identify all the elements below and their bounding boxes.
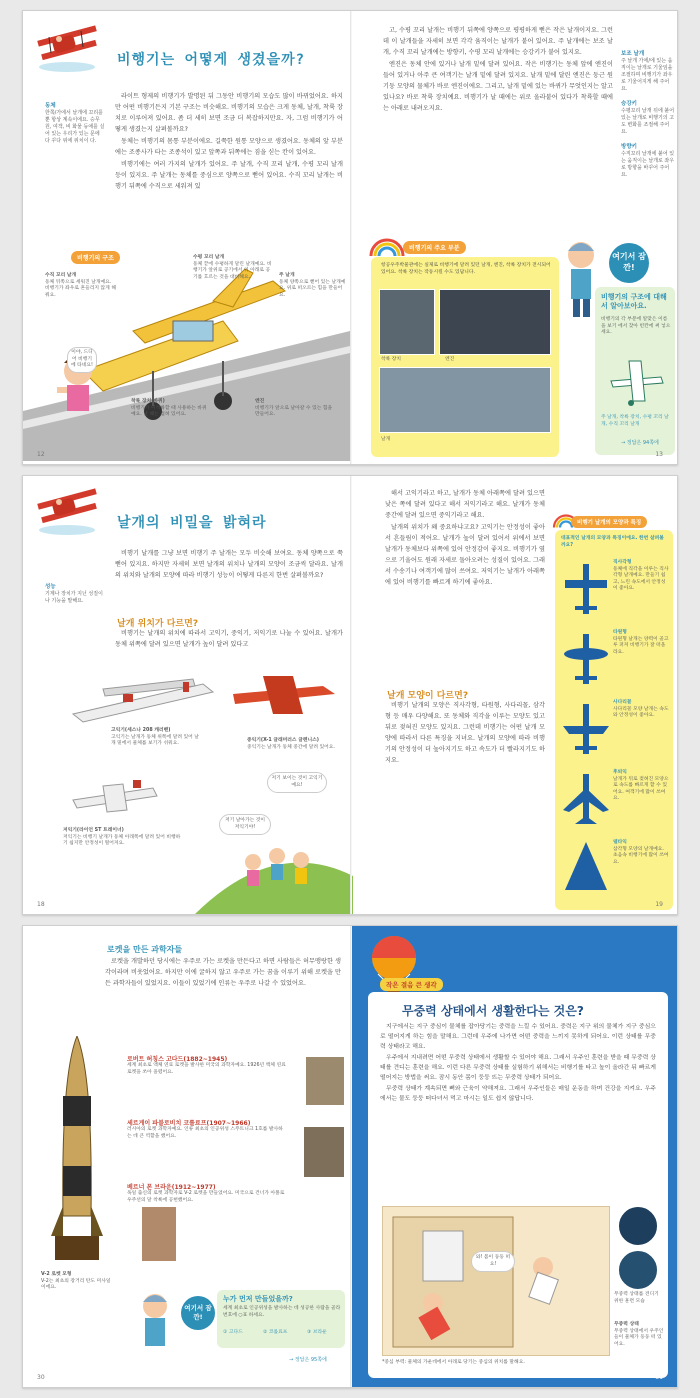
caption-text: 고익기는 날개가 동체 위쪽에 달려 있어 날개 밑에서 물체를 보기가 쉬워요. — [111, 734, 199, 746]
caption-high-wing — [111, 728, 201, 748]
spread-wing-secrets — [22, 475, 678, 915]
caption-mid-wing — [247, 738, 337, 751]
quiz-options: 주 날개, 착륙 장치, 수평 꼬리 날개, 수직 꼬리 날개 — [601, 415, 669, 427]
sidebar-glossary — [621, 51, 675, 179]
page-number-right: 13 — [655, 451, 663, 458]
rainbow-icon — [367, 236, 407, 256]
wing-silhouettes — [561, 558, 611, 898]
illustration-caption — [614, 1322, 664, 1348]
sidebar-note-head: 성능 — [45, 584, 56, 590]
answer-link[interactable]: → 정답은 94쪽에 — [621, 440, 659, 446]
wing-shapes-box — [555, 530, 673, 910]
page-number-left: 18 — [37, 901, 45, 908]
caption-head: 고익기(세스나 208 캐러밴) — [111, 728, 171, 733]
page-number-right: 19 — [655, 901, 663, 908]
shape-text: 삼각형 모양의 날개예요. 초음속 비행기에 많이 쓰여요. — [613, 846, 669, 865]
quiz-badge: 여기서 잠깐! — [181, 1296, 215, 1330]
paragraph: 무중력 상태가 계속되면 뼈와 근육이 약해져요. 그래서 우주인들은 매일 운동을 하며 건강을 지켜요. 우주에서는 물도 둥둥 떠다녀서 먹고 마시는 일도 쉽지 않답니다. — [380, 1086, 656, 1102]
paragraph: 동체는 비행기의 몸통 부분이에요. 길쭉한 원통 모양으로 생겼어요. 동체의 앞 부분에는 조종사가 타는 조종석이 있고 앞쪽과 뒤쪽에는 짐을 싣는 칸이 있어요. — [115, 138, 343, 156]
astronaut-cabin-drawing — [383, 1207, 611, 1357]
glossary-head: 방향키 — [621, 144, 637, 150]
paragraph: 날개의 위치가 왜 중요하냐고요? 고익기는 안정성이 좋아서 흔들림이 적어요. 날개가 높이 달려 있어서 위에서 보면 날개가 동체보다 위쪽에 있어 안정감이 좋지요. 비행기가 옆으로 기울어도 원래 자세로 돌아오려는 성질이 있어요. 그래서 수송기나 여객기에 많이 쓰여요. 저익기는 날개가 아래쪽에 있어 비행기를 빠르게 하기에 좋아요. — [385, 524, 545, 586]
sidebar-note-text: 기계나 장치가 지닌 성질이나 기능을 말해요. — [45, 591, 103, 604]
glossary-text: 수평꼬리 날개 뒤에 붙어 있는 날개로 비행기의 고도 변화를 조절해 주어요. — [621, 108, 675, 135]
label-text: 동체 끝에 수평하게 달린 날개예요. 비행기가 앞위로 공기에서 위 아래로 공기를 흐르는 것을 대비해요. — [193, 261, 272, 280]
museum-text: 항공우주박물관에는 실제로 비행기에 달려 있던 날개, 엔진, 착륙 장치가 전시되어 있어요. 착륙 장치는 작동시킬 수도 있답니다. — [381, 263, 551, 275]
quiz-question: 누가 먼저 만들었을까? — [223, 1295, 293, 1303]
scientist-name: 베르너 폰 브라운(1912~1977) — [127, 1184, 216, 1191]
shape-head: 타원형 — [613, 630, 627, 635]
training-photo — [618, 1206, 658, 1246]
gutter — [350, 476, 352, 914]
scientist-text: 세계 최초로 액체 연료 로켓을 발사한 미국의 과학자예요. 1926년 액체 연료 로켓을 쏘아 올렸어요. — [127, 1063, 286, 1075]
caption-text: 저익기는 비행기 날개가 동체 아래쪽에 달려 있어 비행하기 쉽지만 안정성이 떨어져요. — [63, 834, 181, 846]
photo-landing-gear — [379, 289, 435, 355]
label-horizontal-tail — [193, 255, 273, 281]
paragraph: 비행기 날개를 그냥 보면 비행기 주 날개는 모두 비슷해 보여요. 동체 양쪽으로 쭉 뻗어 있지요. 하지만 자세히 보면 날개의 위치나 날개의 모양이 조금씩 달라요. 날개의 위치와 날개의 모양에 따라 비행기 성능이 어떻게 다른지 한번 살펴볼까요? — [115, 550, 343, 579]
label-head: 엔진 — [255, 399, 265, 404]
shape-text: 타원형 날개는 양력이 골고루 퍼져 비행기가 잘 떠올라요. — [613, 636, 669, 655]
paragraph: 해서 고익기라고 하고, 날개가 동체 아래쪽에 달려 있으면 낮은 쪽에 달려 있다고 해서 저익기라고 해요. 날개가 동체 중간에 달려 있으면 중익기라고 해요. — [385, 490, 545, 519]
section-heading: 날개 모양이 다르면? — [387, 691, 469, 701]
label-main-wing — [279, 273, 347, 299]
portrait-von-braun — [141, 1206, 177, 1262]
paragraph: 엔진은 동체 안에 있거나 날개 밑에 달려 있어요. 작은 비행기는 동체 앞에 엔진이 들어 있거나 아주 큰 여객기는 날개 밑에 달려 있지요. 날개 밑에 달린 엔진은 둥근 원기둥 모양의 물체가 바로 엔진이에요. 그리고, 날개 밑에 있는 바퀴가 무엇인지는 알고 있나요? 바로 착륙 장치예요. 비행기가 날 때에는 위로 올라붙어 있다가 착륙할 때에는 아래로 내려오지요. — [383, 61, 613, 112]
glossary-text: 주 날개 가에/에 있는 움직이는 날개로 기울임을 조절하며 비행기가 좌우로 기울어지게 해 주어요. — [621, 58, 673, 92]
intro-text — [115, 548, 343, 582]
shape-head: 델타익 — [613, 840, 627, 845]
caption-text: V-2는 최초의 장거리 탄도 미사일이에요. — [41, 1278, 111, 1290]
page-title: 비행기는 어떻게 생겼을까? — [117, 52, 306, 68]
quiz-option[interactable]: ② 코롤료프 — [263, 1330, 288, 1335]
caption-head: 무중력 상태 — [614, 1322, 639, 1327]
intro-text — [105, 956, 341, 990]
quiz-box — [595, 287, 675, 455]
low-wing-plane-photo — [63, 766, 163, 826]
glossary-text: 수직꼬리 날개에 붙어 있는 움직이는 날개로 좌우로 방향을 바꾸어 주어요. — [621, 151, 675, 178]
photo-caption: 무중력 상태를 견디기 위한 훈련 모습 — [614, 1292, 659, 1304]
paragraph: 라이트 형제의 비행기가 발명된 뒤 그동안 비행기의 모습도 많이 바뀌었어요. 하지만 어떤 비행기든지 기본 구조는 비슷해요. 비행기의 모습은 크게 동체, 날개, 착륙 장치로 이루어져 있어요. 좀 더 세히 보면 조금 더 복잡하지만요. 자, 그럼 비행기가 어떻게 생겼는지 살펴볼까요? — [115, 93, 343, 133]
glossary-item — [621, 51, 675, 93]
answer-link[interactable]: → 정답은 95쪽에 — [289, 1357, 327, 1363]
v2-rocket-model — [49, 1036, 105, 1266]
body-text-left — [115, 91, 343, 193]
scientist-entry — [127, 1118, 307, 1182]
box-lead: 대표적인 날개의 모양과 특징이에요. 한번 살펴볼까요? — [561, 536, 664, 548]
photo-caption: 날개 — [381, 437, 391, 442]
photo-wing — [379, 367, 551, 433]
kids-on-hill-illustration — [193, 796, 353, 915]
scientist-entry — [127, 1054, 307, 1118]
high-wing-plane-photo — [63, 664, 223, 734]
page-title: 날개의 비밀을 밝혀라 — [117, 515, 267, 531]
page-number-left: 12 — [37, 451, 45, 458]
shape-item — [613, 630, 669, 700]
paragraph: 고, 수평 꼬리 날개는 비행기 뒤쪽에 양쪽으로 평평하게 뻗은 작은 날개이지요. 그런데 이 날개들을 자세히 보면 각각 움직이는 날개가 붙어 있어요. 주 날개에는 보조 날개, 수직 꼬리 날개에는 방향키, 수평 꼬리 날개에는 승강키가 붙어 있지요. — [383, 27, 613, 56]
label-head: 수직 꼬리 날개 — [45, 273, 77, 278]
shape-head: 직사각형 — [613, 560, 632, 565]
training-photo — [618, 1250, 658, 1290]
sidebar-note — [45, 584, 103, 605]
section-text — [385, 700, 545, 767]
speech-bubble: 와! 몸이 둥둥 떠요! — [471, 1251, 515, 1272]
boy-pilot-illustration — [133, 1286, 177, 1366]
label-landing-gear — [131, 399, 211, 419]
caption-text: 중익기는 날개가 동체 중간에 달려 있어요. — [247, 744, 335, 750]
photo-engine — [439, 289, 551, 355]
quiz-text: 비행기의 각 부분에 알맞은 이름을 보기 에서 찾아 빈칸에 써 넣으세요. — [601, 317, 671, 335]
speech-bubble: 저기 날아가는 것이 저익기야! — [219, 814, 271, 835]
shape-text: 사다리꼴 모양 날개는 속도와 안정성이 좋아요. — [613, 706, 669, 718]
museum-box — [371, 257, 559, 457]
scientist-text: 독일 출신의 로켓 과학자로 V-2 로켓을 만들었어요. 미국으로 건너가 아폴로 우주선의 달 착륙에 공헌했어요. — [127, 1191, 285, 1203]
paragraph: 비행기는 날개의 위치에 따라서 고익기, 중익기, 저익기로 나눌 수 있어요. 날개가 동체 위쪽에 달려 있으면 날개가 높이 달려 있다고 — [115, 630, 343, 648]
quiz-option[interactable]: ① 고다드 — [223, 1330, 243, 1335]
scientist-name: 로버트 허칭스 고다드(1882~1945) — [127, 1056, 228, 1063]
feature-card — [368, 992, 668, 1378]
scientist-name: 세르게이 파블로비치 코롤료프(1907~1966) — [127, 1120, 251, 1127]
series-badge: 작은 결음 큰 생각 — [380, 978, 443, 991]
label-head: 착륙 장치(바퀴) — [131, 399, 165, 404]
paragraph: 우주에서 지내려면 어떤 무중력 상태에서 생활할 수 있어야 해요. 그래서 우주인 훈련을 받을 때 무중력 상태를 견디는 훈련을 해요. 이런 다른 무중력 상태를 실험하기 위해서는 비행기를 타고 높이 올라간 뒤 빠르게 떨어지는 방법을 써요. 잠시 동안 몸이 둥둥 뜨는 무중력 상태가 되어요. — [380, 1055, 656, 1081]
red-biplane-illustration — [29, 482, 107, 540]
glossary-item — [621, 144, 675, 179]
section-text — [115, 628, 343, 651]
small-plane-icon — [601, 351, 671, 411]
weightless-illustration — [382, 1206, 610, 1356]
body-text-right — [383, 25, 613, 115]
quiz-option[interactable]: ③ 브라운 — [307, 1330, 327, 1335]
label-text: 동체 양쪽으로 뻗어 있는 날개예요. 위로 떠오르는 힘을 만들어요. — [279, 279, 346, 298]
speech-bubble: 저기 보이는 것이 고익기예요! — [267, 772, 327, 793]
quiz-title: 비행기의 구조에 대해서 알아보아요. — [601, 293, 667, 310]
speech-bubble: 이야, 드디어 비행기에 타네요! — [67, 347, 97, 373]
caption-head: 중익기(X-1 글래머러스 글렌니스) — [247, 738, 319, 743]
paragraph: 지구에서는 지구 중심이 물체를 잡아당기는 중력을 느낄 수 있어요. 중력은 지구 위의 물체가 지구 중심으로 떨어지게 하는 힘을 말해요. 그런데 우주에 나가면 어떤 중력을 느끼지 못하게 되어요. 이런 상태를 무중력 상태라고 해요. — [380, 1024, 656, 1050]
caption-v2 — [41, 1272, 115, 1292]
section-heading: 날개 위치가 다르면? — [117, 619, 199, 629]
caption-head: V-2 로켓 모형 — [41, 1272, 72, 1277]
page-number-left: 30 — [37, 1374, 45, 1381]
shape-item — [613, 700, 669, 770]
quiz-box — [217, 1290, 345, 1348]
photo-caption: 착륙 장치 — [381, 357, 402, 362]
section-tag: 비행기의 주요 부분 — [403, 241, 466, 254]
caption-text: 무중력 상태에서 우주인들이 물체가 둥둥 떠 있어요. — [614, 1328, 664, 1347]
glossary-head: 승강키 — [621, 101, 637, 107]
label-text: 동체 뒤쪽으로 세워진 날개예요. 비행기가 좌우로 흔들리지 않게 해 줘요. — [45, 279, 116, 298]
scientist-text: 러시아의 로켓 과학자예요. 인류 최초의 인공위성 스푸트니크 1호를 발사하는 데 큰 역할을 했어요. — [127, 1127, 283, 1139]
footnote: *중심 부력: 물체의 가운데에서 아래로 당기는 중심의 위치를 말해요. — [382, 1360, 525, 1365]
glossary-item — [621, 101, 675, 136]
sidebar-note-head: 동체 — [45, 103, 56, 109]
caption-head: 저익기(라이언 ST 트레이너) — [63, 828, 124, 833]
shape-item — [613, 840, 669, 900]
shape-text: 동체에 직각을 이루는 직사각형 날개예요. 만들기 쉽고, 느린 속도에서 안정성이 좋아요. — [613, 566, 669, 591]
feature-title: 무중력 상태에서 생활한다는 것은? — [402, 1004, 584, 1018]
blue-feature-page — [352, 926, 678, 1388]
page-number-right: 31 — [655, 1374, 663, 1381]
section-tag: 비행기 날개의 모양과 특징 — [571, 516, 647, 528]
gutter — [350, 11, 352, 464]
sidebar-note-text: 한쪽/가에서 날개에 꼬리를 뿐 항상 계속이에요. 승무원, 여객, 비 화물 등에를 실어 있는 우리가 있는 문에 다 꾸다 위에 위치이 다. — [45, 110, 105, 144]
portrait-goddard — [305, 1056, 345, 1106]
photo-caption: 엔진 — [445, 357, 455, 362]
label-head: 수평 꼬리 날개 — [193, 255, 225, 260]
spread-rocket-scientists — [22, 925, 678, 1388]
sidebar-note-fuselage — [45, 103, 105, 145]
diagram-tag: 비행기의 구조 — [71, 251, 120, 264]
paragraph: 비행기 날개의 모양은 직사각형, 타원형, 사다리꼴, 삼각형 등 매우 다양해요. 또 동체와 직각을 이루는 모양도 있고 뒤로 젖혀진 모양도 있지요. 그런데 비행기는 어떤 날개 모양에 따라서 다른 특징을 지녀요. 날개의 모양에 따라 비행기의 안정성이 더 높아지기도 하고 속도가 더 빨라지기도 하지요. — [385, 702, 545, 764]
paragraph: 비행기에는 여러 가지의 날개가 있어요. 주 날개, 수직 꼬리 날개, 수평 꼬리 날개 등이 있지요. 주 날개는 동체를 중심으로 양쪽으로 뻗어 있어요. 수직 꼬리 날개는 비행기 뒤쪽에 수직으로 세워져 있 — [115, 161, 343, 190]
shape-head: 후퇴익 — [613, 770, 627, 775]
label-vertical-tail — [45, 273, 117, 299]
shape-item — [613, 770, 669, 840]
shape-text: 날개가 뒤로 젖혀진 모양으로 속도를 빠르게 할 수 있어요. 여객기에 많이 쓰여요. — [613, 776, 669, 801]
quiz-badge: 여기서 잠깐! — [609, 243, 649, 283]
label-text: 비행기가 앞으로 날아갈 수 있는 힘을 만들어요. — [255, 405, 333, 417]
glossary-head: 보조 날개 — [621, 51, 645, 57]
label-text: 비행기가 이착륙할 때 사용하는 바퀴예요. 날 때는 접혀 있어요. — [131, 405, 207, 417]
body-text-right — [385, 488, 545, 589]
quiz-text: 세계 최초로 인공위성을 발사하는 데 성공한 사람을 골라 번호에 ○표 하세요. — [223, 1306, 341, 1318]
red-biplane-illustration — [29, 19, 107, 77]
shape-head: 사다리꼴 — [613, 700, 632, 705]
caption-low-wing — [63, 828, 183, 848]
shape-item — [613, 560, 669, 630]
feature-body — [380, 1022, 656, 1105]
portrait-korolev — [303, 1126, 345, 1178]
spread-aircraft-structure — [22, 10, 678, 465]
paragraph: 로켓을 개발하던 당시에는 우주로 가는 로켓을 만든다고 하면 사람들은 허무맹랑한 생각이라며 비웃었어요. 하지만 이에 굴하지 않고 우주로 가는 꿈을 이루기 위해 로켓을 만든 과학자들이 있었지요. 이들이 있었기에 인류는 우주로 나갈 수 있었어요. — [105, 958, 341, 987]
label-head: 주 날개 — [279, 273, 295, 278]
section-heading: 로켓을 만든 과학자들 — [107, 945, 183, 954]
shape-descriptions — [613, 560, 669, 900]
label-engine — [255, 399, 335, 419]
mid-wing-plane-photo — [223, 664, 343, 724]
